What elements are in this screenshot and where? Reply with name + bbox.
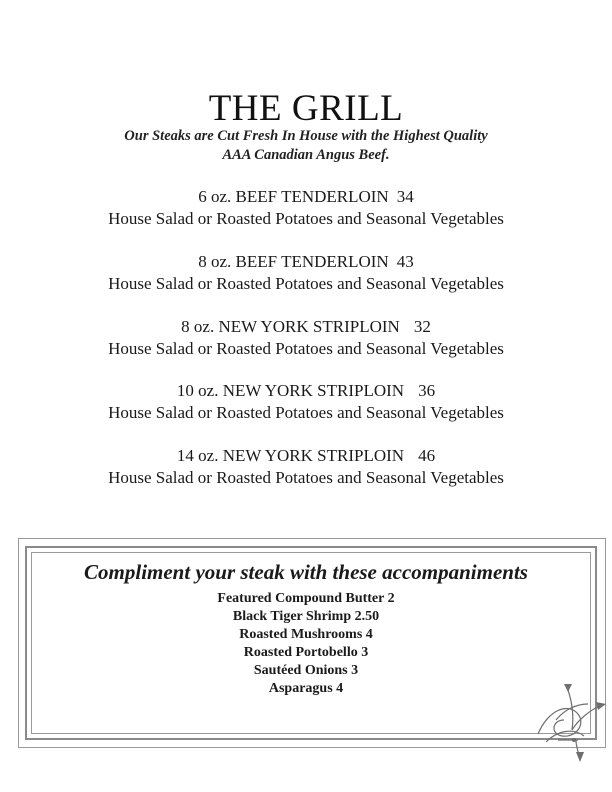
item-name: 8 oz. BEEF TENDERLOIN	[198, 252, 389, 271]
item-price: 46	[418, 446, 436, 465]
subtitle	[0, 127, 612, 165]
item-price: 34	[396, 187, 414, 206]
item-price: 43	[396, 252, 414, 271]
menu-item	[0, 445, 612, 489]
subtitle-line: AAA Canadian Angus Beef.	[222, 147, 390, 163]
accompaniment-item: Black Tiger Shrimp 2.50	[232, 609, 380, 624]
menu-item	[0, 186, 612, 230]
item-description: House Salad or Roasted Potatoes and Seasonal Vegetables	[108, 403, 504, 422]
item-description: House Salad or Roasted Potatoes and Seasonal Vegetables	[108, 339, 504, 358]
item-name: 8 oz. NEW YORK STRIPLOIN	[181, 317, 400, 336]
menu-item-heading	[0, 380, 612, 402]
accompaniment-item: Roasted Mushrooms 4	[239, 627, 373, 642]
page-title: THE GRILL	[208, 88, 404, 129]
accompaniments-heading: Compliment your steak with these accompaniments	[84, 560, 528, 584]
accompaniments-list	[0, 590, 612, 698]
accompaniment-item: Roasted Portobello 3	[243, 645, 369, 660]
item-price: 36	[418, 381, 436, 400]
item-name: 10 oz. NEW YORK STRIPLOIN	[176, 381, 405, 400]
menu-item-heading	[0, 251, 612, 273]
item-description: House Salad or Roasted Potatoes and Seasonal Vegetables	[108, 274, 504, 293]
accompaniment-item: Asparagus 4	[268, 681, 344, 696]
item-name: 14 oz. NEW YORK STRIPLOIN	[176, 446, 405, 465]
menu-item-heading	[0, 445, 612, 467]
accompaniment-item: Featured Compound Butter 2	[217, 591, 395, 606]
menu-item	[0, 380, 612, 424]
menu-item	[0, 251, 612, 295]
item-description: House Salad or Roasted Potatoes and Seasonal Vegetables	[108, 468, 504, 487]
flourish-ornament-icon	[528, 680, 612, 764]
menu-item-heading	[0, 186, 612, 208]
item-description: House Salad or Roasted Potatoes and Seasonal Vegetables	[108, 209, 504, 228]
accompaniment-item: Sautéed Onions 3	[253, 663, 359, 678]
subtitle-line: Our Steaks are Cut Fresh In House with the Highest Quality	[124, 128, 488, 144]
item-name: 6 oz. BEEF TENDERLOIN	[198, 187, 389, 206]
menu-item-heading	[0, 316, 612, 338]
item-price: 32	[413, 317, 431, 336]
menu-item	[0, 316, 612, 360]
